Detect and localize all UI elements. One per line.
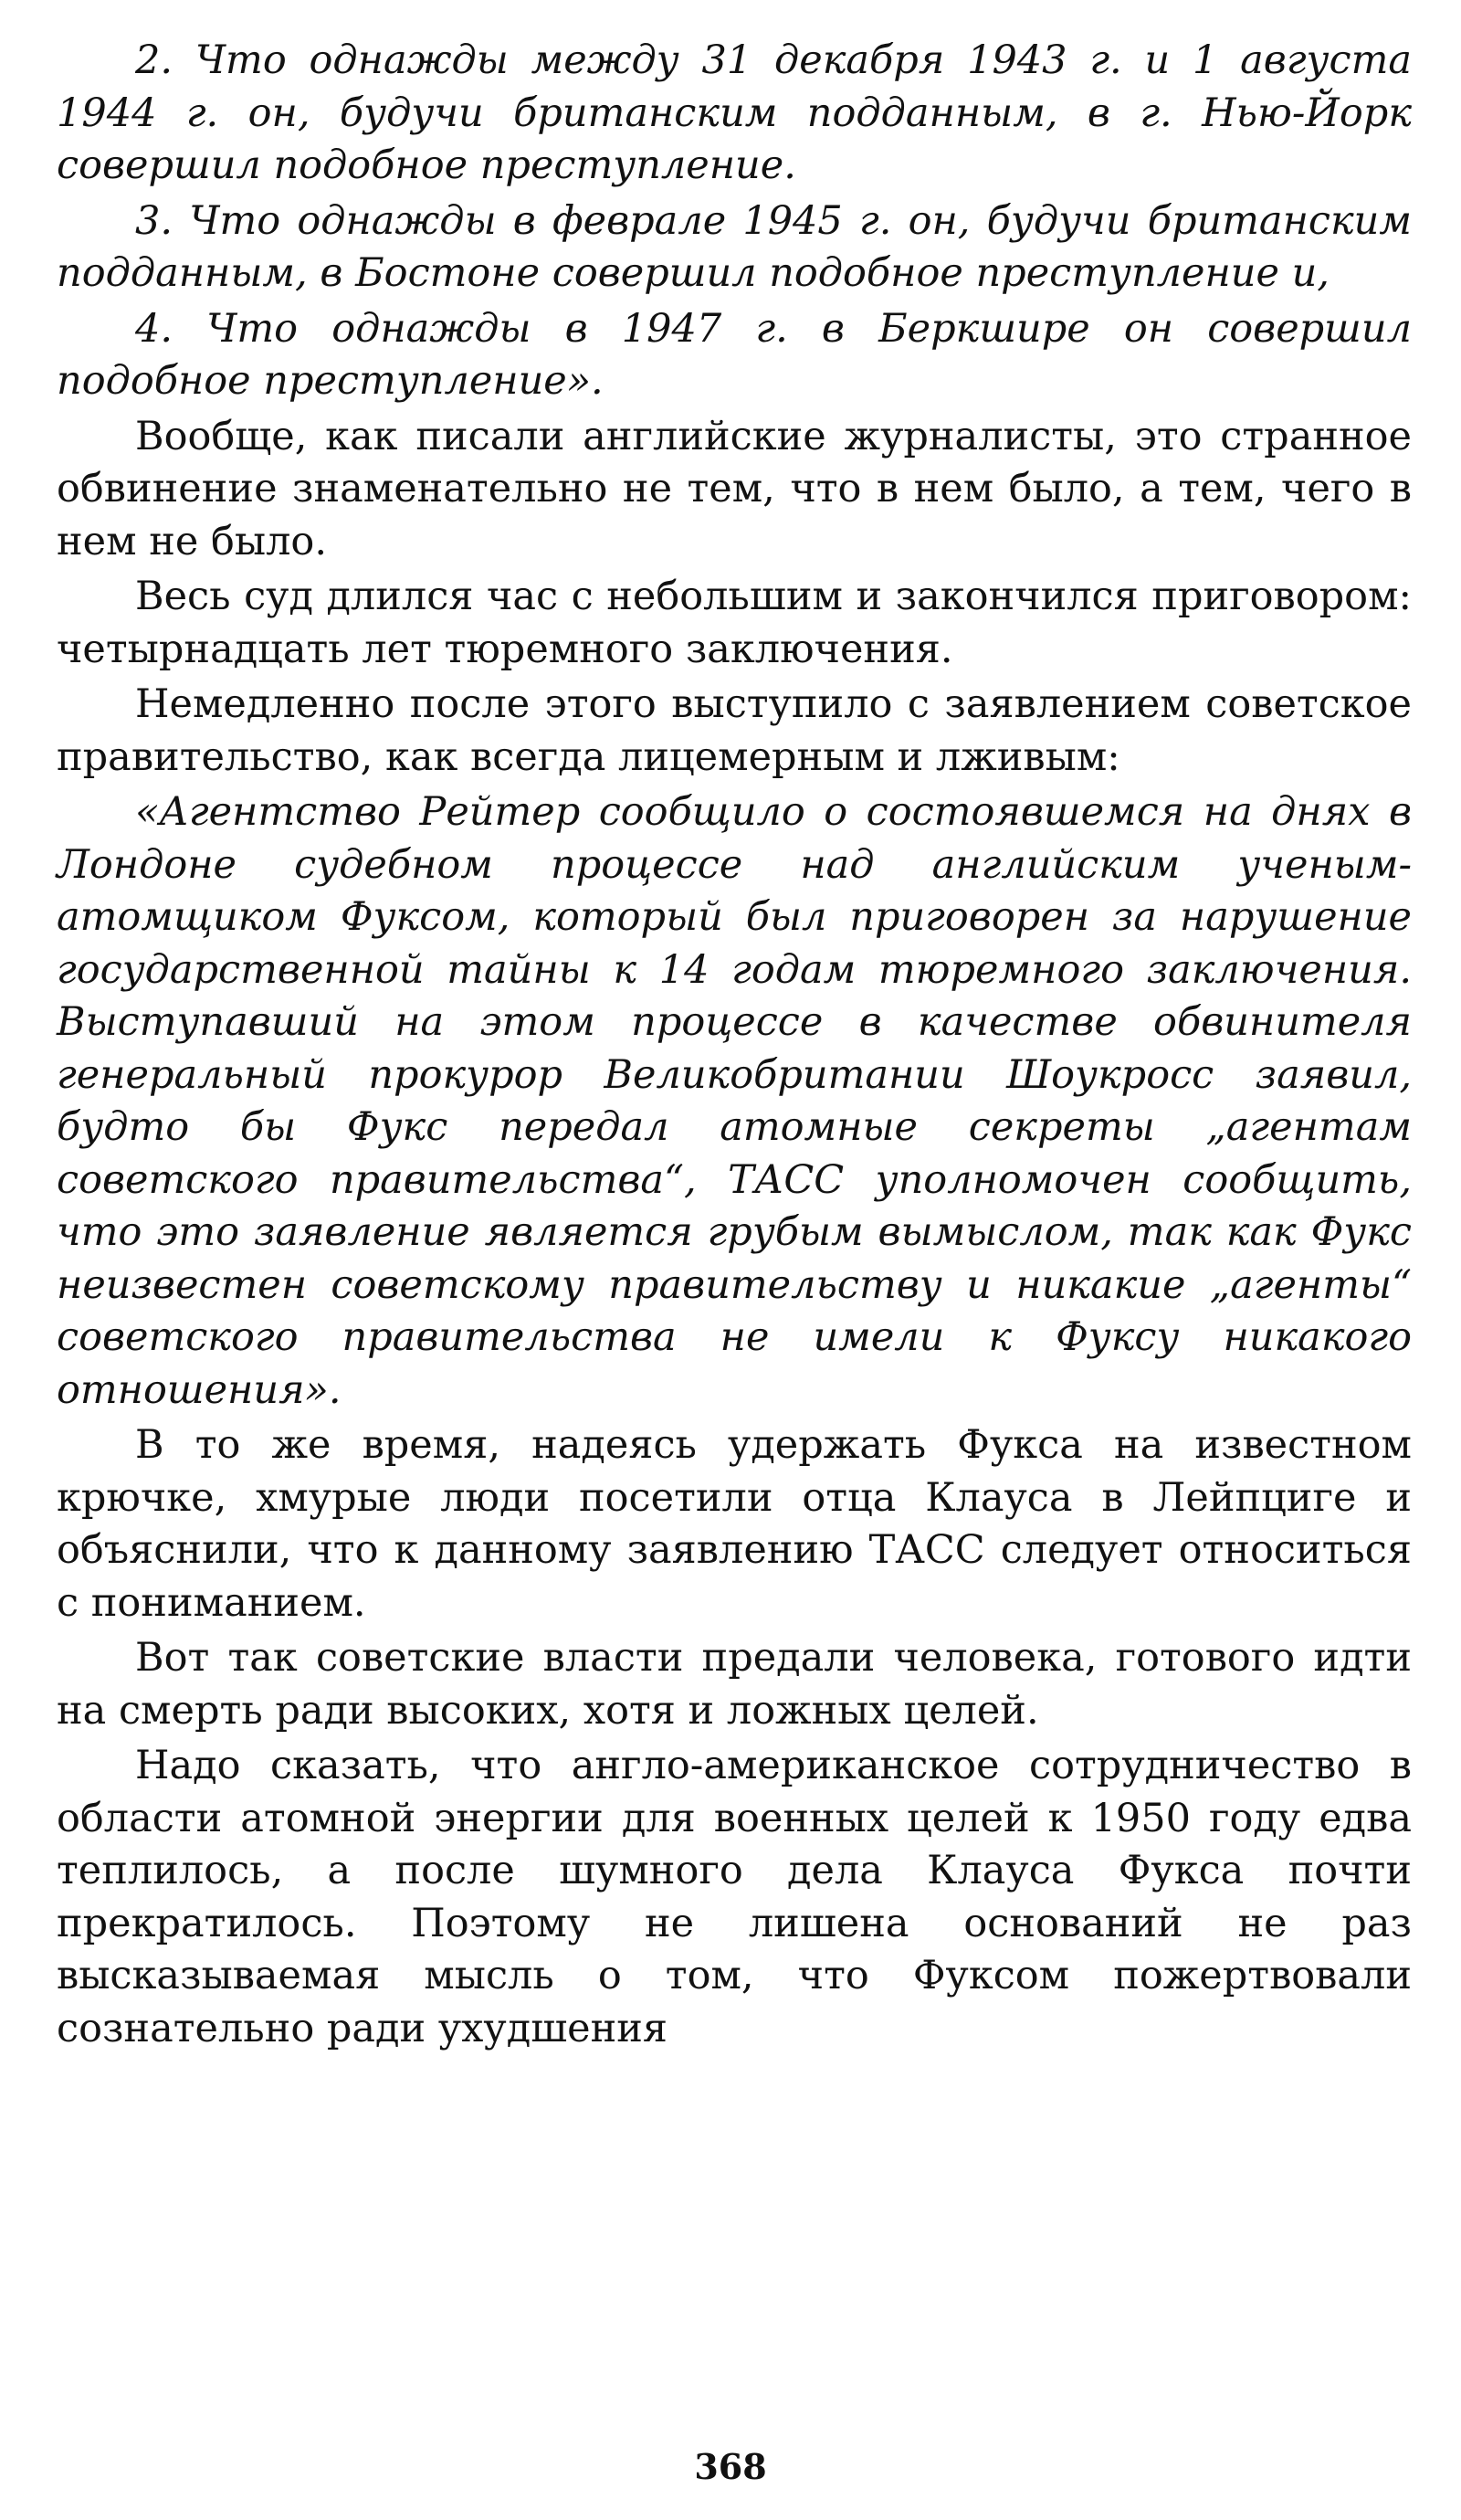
paragraph: 4. Что однажды в 1947 г. в Беркшире он совершил подобное преступление». [57, 305, 1412, 404]
paragraph: Вот так советские власти предали человека, готового идти на смерть ради высоких, хотя и ложных целей. [57, 1635, 1412, 1734]
paragraph: Надо сказать, что англо-американское сотрудничество в области атомной энергии для военных целей к 1950 году едва теплилось, а после шумного дела Клауса Фукса почти прекратилось. Поэтому не лишена оснований не раз высказываемая мысль о том, что Фуксом пожертвовали сознательно ради ухудшения [57, 1743, 1412, 2051]
body-text [57, 35, 1412, 2055]
paragraph: Вообще, как писали английские журналисты, это странное обвинение знаменательно не тем, что в нем было, а тем, чего в нем не было. [57, 413, 1412, 564]
paragraph: 2. Что однажды между 31 декабря 1943 г. и 1 августа 1944 г. он, будучи британским подданным, в г. Нью-Йорк совершил подобное преступление. [57, 37, 1412, 188]
paragraph: 3. Что однажды в феврале 1945 г. он, будучи британским подданным, в Бостоне совершил подобное преступление и, [57, 197, 1412, 296]
quoted-statement: «Агентство Рейтер сообщило о состоявшемся на днях в Лондоне судебном процессе над английским ученым-атомщиком Фуксом, который был приговорен за нарушение государственной тайны к 14 годам тюремного заключения. Выступавший на этом процессе в качестве обвинителя генеральный прокурор Великобритании Шоукросс заявил, будто бы Фукс передал атомные секреты „агентам советского правительства“, ТАСС уполномочен сообщить, что это заявление является грубым вымыслом, так как Фукс неизвестен советскому правительству и никакие „агенты“ советского правительства не имели к Фуксу никакого отношения». [57, 789, 1412, 1413]
paragraph: Весь суд длился час с небольшим и закончился приговором: четырнадцать лет тюремного заключения. [57, 574, 1412, 672]
paragraph: Немедленно после этого выступило с заявлением советское правительство, как всегда лицемерным и лживым: [57, 681, 1412, 780]
page-number: 368 [694, 2446, 767, 2487]
paragraph: В то же время, надеясь удержать Фукса на известном крючке, хмурые люди посетили отца Клауса в Лейпциге и объяснили, что к данному заявлению ТАСС следует относиться с пониманием. [57, 1422, 1412, 1626]
